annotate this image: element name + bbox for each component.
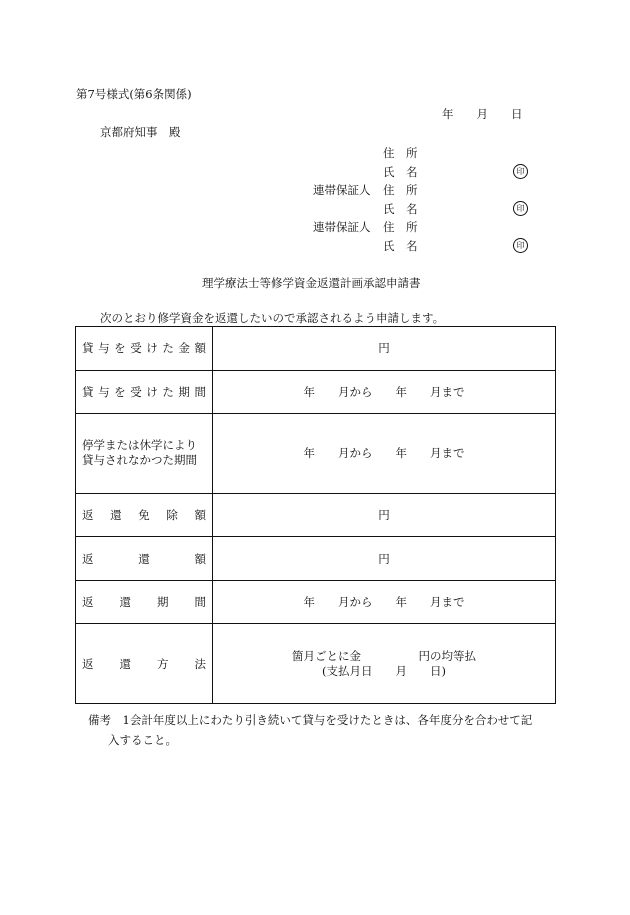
form-number: 第7号様式(第6条関係): [76, 87, 192, 101]
field-loan-amount[interactable]: 円: [213, 327, 556, 371]
label-char: 還: [110, 507, 122, 522]
label-char: 方: [157, 656, 169, 671]
guarantor1-seal-icon: 印: [513, 201, 528, 216]
label-char: け: [146, 341, 158, 356]
table-row: [76, 580, 556, 624]
label-char: 返: [82, 507, 94, 522]
spread-label: [82, 551, 212, 567]
label-char: 免: [138, 507, 150, 522]
row-label-repayment-method: [76, 624, 213, 704]
label-char: 還: [138, 551, 150, 566]
label-char: 額: [194, 341, 206, 356]
field-loan-period[interactable]: 年 月から 年 月まで: [213, 370, 556, 414]
label-char: 間: [194, 384, 206, 399]
row-label-repayment-amount: [76, 537, 213, 581]
method-line2: (支払月日 月 日): [322, 663, 446, 678]
table-row: [76, 414, 556, 494]
label-line1: 停学または休学により: [82, 438, 197, 453]
guarantor2-address-label: 住 所: [383, 220, 418, 234]
remarks-line1: 備考 1会計年度以上にわたり引き続いて貸与を受けたときは、各年度分を合わせて記: [88, 713, 533, 727]
table-row: [76, 537, 556, 581]
label-char: 貸: [82, 341, 94, 356]
guarantor2-name-label: 氏 名: [383, 239, 418, 253]
label-char: 除: [166, 507, 178, 522]
label-char: 還: [119, 595, 131, 610]
label-char: 金: [178, 341, 190, 356]
spread-label: [82, 507, 212, 523]
applicant-address-label: 住 所: [383, 146, 418, 160]
guarantor1-address-label: 住 所: [383, 183, 418, 197]
label-char: 返: [82, 551, 94, 566]
applicant-seal-icon: 印: [513, 164, 528, 179]
spread-label: [82, 656, 212, 672]
label-char: た: [162, 384, 174, 399]
label-char: を: [114, 341, 126, 356]
spread-label: [82, 340, 212, 356]
label-char: 受: [130, 341, 142, 356]
label-char: 返: [82, 595, 94, 610]
table-row: [76, 624, 556, 704]
label-line2: 貸与されなかつた期間: [82, 453, 197, 468]
document-title: 理学療法士等修学資金返還計画承認申請書: [202, 276, 421, 290]
intro-text: 次のとおり修学資金を返還したいので承認されるよう申請します。: [100, 311, 445, 325]
guarantor1-role: 連帯保証人: [313, 183, 371, 197]
label-char: 返: [82, 656, 94, 671]
spread-label: [82, 384, 212, 400]
row-label-loan-amount: [76, 327, 213, 371]
field-repayment-period[interactable]: 年 月から 年 月まで: [213, 580, 556, 624]
row-label-repayment-period: [76, 580, 213, 624]
label-char: た: [162, 341, 174, 356]
field-repayment-amount[interactable]: 円: [213, 537, 556, 581]
label-char: 間: [194, 595, 206, 610]
guarantor2-role: 連帯保証人: [313, 220, 371, 234]
row-label-exemption-amount: [76, 493, 213, 537]
row-label-suspension-period: [76, 414, 213, 494]
label-char: け: [146, 384, 158, 399]
row-label-loan-period: [76, 370, 213, 414]
label-char: 貸: [82, 384, 94, 399]
guarantor1-name-label: 氏 名: [383, 202, 418, 216]
label-char: 法: [194, 656, 206, 671]
label-char: 与: [98, 341, 110, 356]
guarantor2-seal-icon: 印: [513, 238, 528, 253]
remarks: [88, 710, 558, 750]
field-exemption-amount[interactable]: 円: [213, 493, 556, 537]
remarks-line2: 入すること。: [108, 733, 177, 747]
field-suspension-period[interactable]: 年 月から 年 月まで: [213, 414, 556, 494]
spread-label: [82, 594, 212, 610]
label-char: 期: [157, 595, 169, 610]
application-table: [75, 326, 556, 704]
label-char: 期: [178, 384, 190, 399]
label-char: を: [114, 384, 126, 399]
table-row: [76, 493, 556, 537]
applicant-name-label: 氏 名: [383, 165, 418, 179]
date-line: 年 月 日: [442, 107, 523, 121]
label-char: 与: [98, 384, 110, 399]
method-line1: 箇月ごとに金 円の均等払: [292, 648, 476, 663]
table-row: [76, 370, 556, 414]
label-char: 額: [194, 551, 206, 566]
label-char: 受: [130, 384, 142, 399]
addressee: 京都府知事 殿: [100, 125, 181, 139]
field-repayment-method[interactable]: [213, 624, 556, 704]
table-row: [76, 327, 556, 371]
label-char: 額: [194, 507, 206, 522]
label-char: 還: [119, 656, 131, 671]
